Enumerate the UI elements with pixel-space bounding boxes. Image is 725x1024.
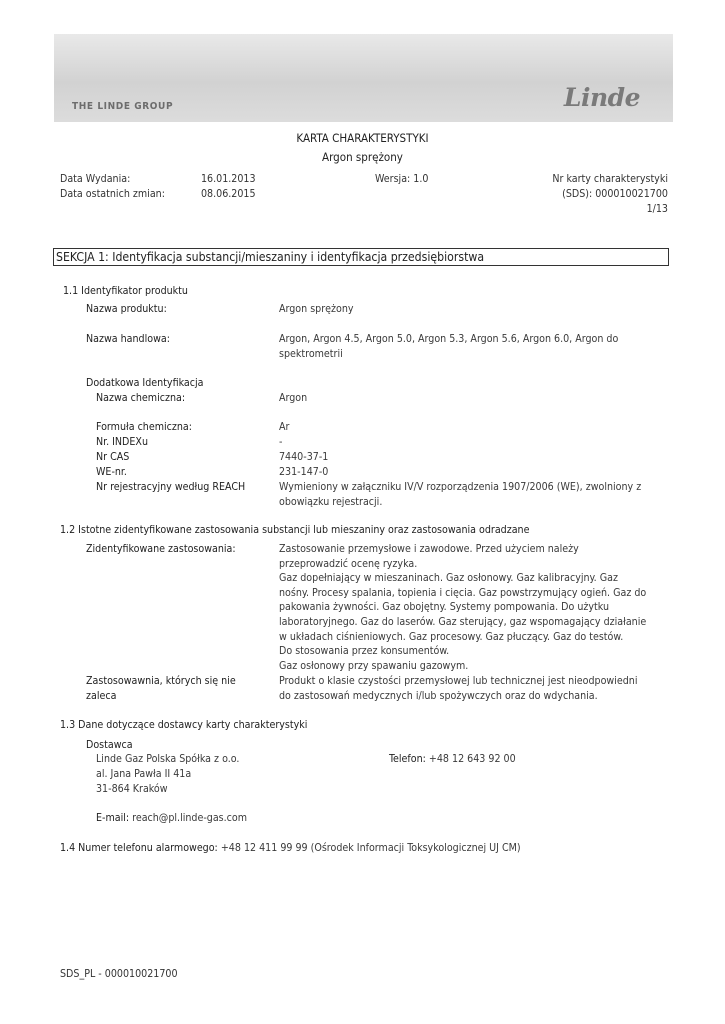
version: Wersja: 1.0 bbox=[375, 173, 429, 185]
supplier-city: 31-864 Kraków bbox=[96, 783, 168, 795]
reach-line-1: Wymieniony w załączniku IV/V rozporządzenia 1907/2006 (WE), zwolniony z bbox=[279, 481, 642, 493]
advised-against-label-line-1: Zastosowawnia, których się nie bbox=[86, 675, 236, 687]
emergency-phone-label: 1.4 Numer telefonu alarmowego: bbox=[60, 842, 218, 854]
supplier-name: Linde Gaz Polska Spółka z o.o. bbox=[96, 753, 240, 765]
advised-against-label-line-2: zaleca bbox=[86, 690, 117, 702]
sds-number-label: Nr karty charakterystyki bbox=[552, 173, 668, 185]
subsection-1-4 bbox=[60, 841, 521, 856]
we-number: 231-147-0 bbox=[279, 466, 329, 478]
uses-line: Gaz dopełniający w mieszaninach. Gaz osłonowy. Gaz kalibracyjny. Gaz bbox=[279, 572, 618, 585]
revision-date: 08.06.2015 bbox=[201, 188, 256, 200]
product-name: Argon sprężony bbox=[279, 303, 354, 315]
uses-line: Gaz osłonowy przy spawaniu gazowym. bbox=[279, 659, 469, 672]
index-label: Nr. INDEXu bbox=[96, 436, 148, 448]
phone-number[interactable]: +48 12 643 92 00 bbox=[428, 753, 516, 765]
uses-line: laboratoryjnego. Gaz do laserów. Gaz sterujący, gaz wspomagający działanie bbox=[279, 615, 647, 628]
uses-line: w układach ciśnieniowych. Gaz procesowy. Gaz płuczący. Gaz do testów. bbox=[279, 630, 624, 643]
index-number: - bbox=[279, 436, 283, 448]
trade-name-line-1: Argon, Argon 4.5, Argon 5.0, Argon 5.3, Argon 5.6, Argon 6.0, Argon do bbox=[279, 333, 619, 345]
group-name: THE LINDE GROUP bbox=[72, 101, 174, 112]
emergency-phone-number[interactable]: +48 12 411 99 99 (Ośrodek Informacji Toksykologicznej UJ CM) bbox=[220, 842, 521, 854]
sds-number: (SDS): 000010021700 bbox=[562, 188, 668, 200]
chemical-name-label: Nazwa chemiczna: bbox=[96, 392, 186, 404]
email-link[interactable]: reach@pl.linde-gas.com bbox=[132, 812, 248, 824]
uses-line: nośny. Procesy spalania, topienia i cięcia. Gaz powstrzymujący ogień. Gaz do bbox=[279, 586, 647, 599]
supplier-phone bbox=[389, 752, 516, 767]
reach-label: Nr rejestracyjny według REACH bbox=[96, 481, 246, 493]
trade-name-label: Nazwa handlowa: bbox=[86, 333, 170, 345]
product-name-label: Nazwa produktu: bbox=[86, 303, 167, 315]
subsection-1-1-heading: 1.1 Identyfikator produktu bbox=[63, 285, 188, 297]
additional-identification-label: Dodatkowa Identyfikacja bbox=[86, 377, 204, 389]
uses-line: przeprowadzić ocenę ryzyka. bbox=[279, 557, 418, 570]
uses-line: Do stosowania przez konsumentów. bbox=[279, 645, 450, 658]
linde-logo bbox=[547, 84, 657, 114]
header-banner bbox=[54, 34, 673, 122]
subsection-1-3-heading: 1.3 Dane dotyczące dostawcy karty charakterystyki bbox=[60, 719, 308, 731]
identified-uses-label: Zidentyfikowane zastosowania: bbox=[86, 543, 236, 555]
subsection-1-2-heading: 1.2 Istotne zidentyfikowane zastosowania substancji lub mieszaniny oraz zastosowania odradzane bbox=[60, 524, 530, 536]
identified-uses-list bbox=[279, 542, 679, 673]
chemical-name: Argon bbox=[279, 392, 308, 404]
uses-line: Zastosowanie przemysłowe i zawodowe. Przed użyciem należy bbox=[279, 543, 579, 555]
svg-text:Linde: Linde bbox=[563, 84, 641, 112]
issue-date: 16.01.2013 bbox=[201, 173, 256, 185]
footer-doc-id: SDS_PL - 000010021700 bbox=[60, 968, 178, 980]
revision-date-label: Data ostatnich zmian: bbox=[60, 188, 165, 200]
product-subtitle: Argon sprężony bbox=[322, 150, 403, 164]
email-label: E-mail: bbox=[96, 812, 130, 824]
supplier-street: al. Jana Pawła II 41a bbox=[96, 768, 192, 780]
reach-line-2: obowiązku rejestracji. bbox=[279, 496, 383, 508]
cas-label: Nr CAS bbox=[96, 451, 130, 463]
issue-date-label: Data Wydania: bbox=[60, 173, 131, 185]
supplier-email bbox=[96, 811, 247, 826]
section-1-heading: SEKCJA 1: Identyfikacja substancji/mieszaniny i identyfikacja przedsiębiorstwa bbox=[53, 248, 669, 266]
cas-number: 7440-37-1 bbox=[279, 451, 329, 463]
supplier-label: Dostawca bbox=[86, 739, 133, 751]
formula-label: Formuła chemiczna: bbox=[96, 421, 192, 433]
page-number: 1/13 bbox=[646, 203, 668, 215]
advised-against-line-1: Produkt o klasie czystości przemysłowej lub technicznej jest nieodpowiedni bbox=[279, 675, 638, 687]
uses-line: pakowania żywności. Gaz obojętny. Systemy pompowania. Do użytku bbox=[279, 601, 610, 614]
advised-against-line-2: do zastosowań medycznych i/lub spożywczych oraz do wdychania. bbox=[279, 690, 598, 702]
document-title: KARTA CHARAKTERYSTYKI bbox=[296, 131, 429, 145]
formula: Ar bbox=[279, 421, 290, 433]
we-label: WE-nr. bbox=[96, 466, 127, 478]
trade-name-line-2: spektrometrii bbox=[279, 348, 343, 360]
phone-label: Telefon: bbox=[389, 753, 426, 765]
